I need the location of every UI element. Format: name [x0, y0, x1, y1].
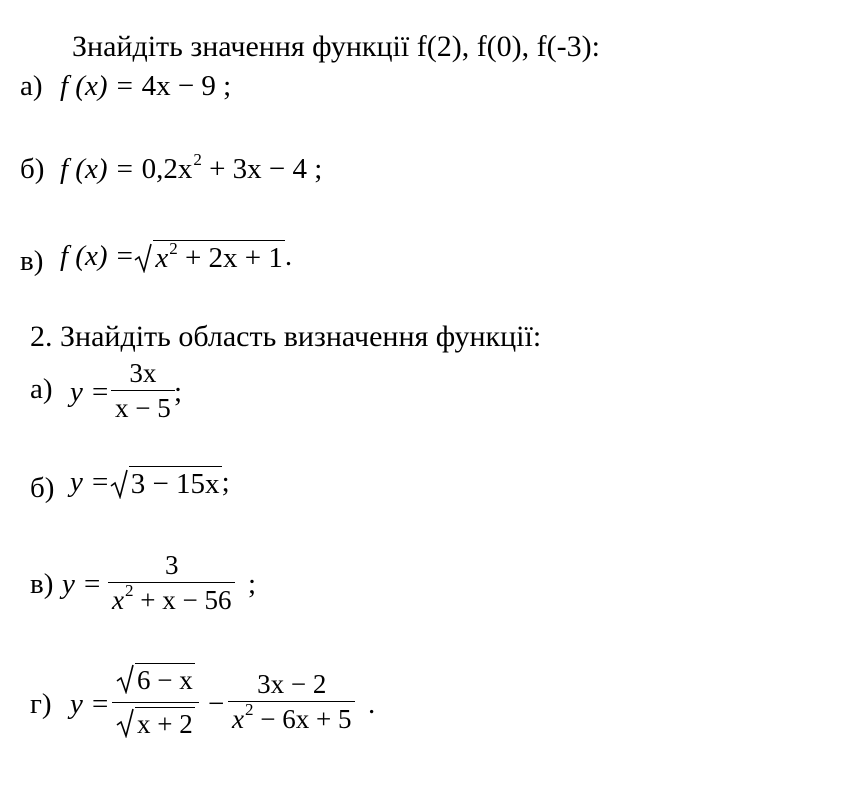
task1-a-end: ;	[215, 70, 232, 102]
task1-heading: Знайдіть значення функції f(2), f(0), f(-3):	[72, 30, 600, 63]
task1-c-exponent: 2	[169, 239, 178, 258]
task2-a-lhs: y =	[70, 376, 110, 408]
task2-b-label: б)	[30, 472, 55, 504]
task1-a-label: а)	[20, 70, 43, 102]
task1-a-lhs: f (x) =	[60, 70, 142, 102]
task1-b-expr-b: + 3x − 4	[201, 153, 308, 185]
task1-c-rad-b: + 2x + 1	[177, 242, 283, 274]
task1-c-label: в)	[20, 245, 44, 277]
task2-d-end: .	[368, 688, 376, 720]
task2-c-numerator: 3	[164, 550, 179, 580]
task2-b-sqrt	[110, 466, 222, 499]
task1-c-lhs: f (x) =	[60, 240, 135, 272]
task2-b-lhs: y =	[70, 466, 110, 498]
task2-a-label: а)	[30, 373, 53, 405]
task2-d-fraction-2	[228, 671, 355, 733]
task2-d-denominator-1: x + 2	[112, 703, 199, 743]
radical-sign-icon	[116, 708, 134, 738]
task2-c-denominator: $x^2 + x - 56$	[112, 581, 232, 615]
task2-b-end: ;	[221, 466, 230, 498]
task1-c-sqrt	[134, 240, 285, 273]
task2-d-numerator-2: 3x − 2	[257, 669, 327, 699]
task1-c-rad-a: x	[155, 242, 169, 274]
radical-sign-icon	[116, 664, 134, 694]
task1-c-end: .	[284, 240, 293, 272]
task1-b-formula	[60, 150, 323, 185]
radical-sign-icon	[110, 469, 128, 499]
task1-a-formula	[60, 72, 231, 101]
task2-b-radicand: 3 − 15x	[130, 468, 220, 500]
task2-d-denominator-2: $x^2 - 6x + 5$	[232, 700, 352, 734]
task2-b-formula	[70, 466, 230, 499]
task1-b-expr-a: 0,2x	[141, 153, 193, 185]
task2-d-lhs: y =	[70, 688, 110, 720]
task1-b-lhs: f (x) =	[60, 153, 142, 185]
task2-c-lhs: y =	[62, 568, 102, 600]
task1-b-end: ;	[307, 153, 323, 185]
task2-heading: 2. Знайдіть область визначення функції:	[30, 320, 542, 353]
task2-c-fraction	[108, 552, 235, 614]
task2-d-fraction-1	[112, 663, 199, 743]
task2-a-denominator: x − 5	[115, 393, 171, 423]
task2-a-fraction	[111, 360, 175, 422]
task1-b-label: б)	[20, 153, 45, 185]
radical-sign-icon	[134, 243, 152, 273]
task2-d-label: г)	[30, 688, 52, 720]
task2-c-label: в)	[30, 568, 54, 600]
task2-a-numerator: 3x	[129, 358, 157, 388]
task1-c-formula	[60, 240, 292, 273]
task2-d-numerator-1: 6 − x	[112, 663, 199, 702]
task1-a-expr: 4x − 9	[141, 70, 216, 102]
task2-a-end: ;	[174, 376, 183, 408]
task2-c-end: ;	[248, 568, 257, 600]
task1-b-exponent: 2	[193, 150, 202, 169]
task2-d-minus: −	[208, 688, 225, 720]
